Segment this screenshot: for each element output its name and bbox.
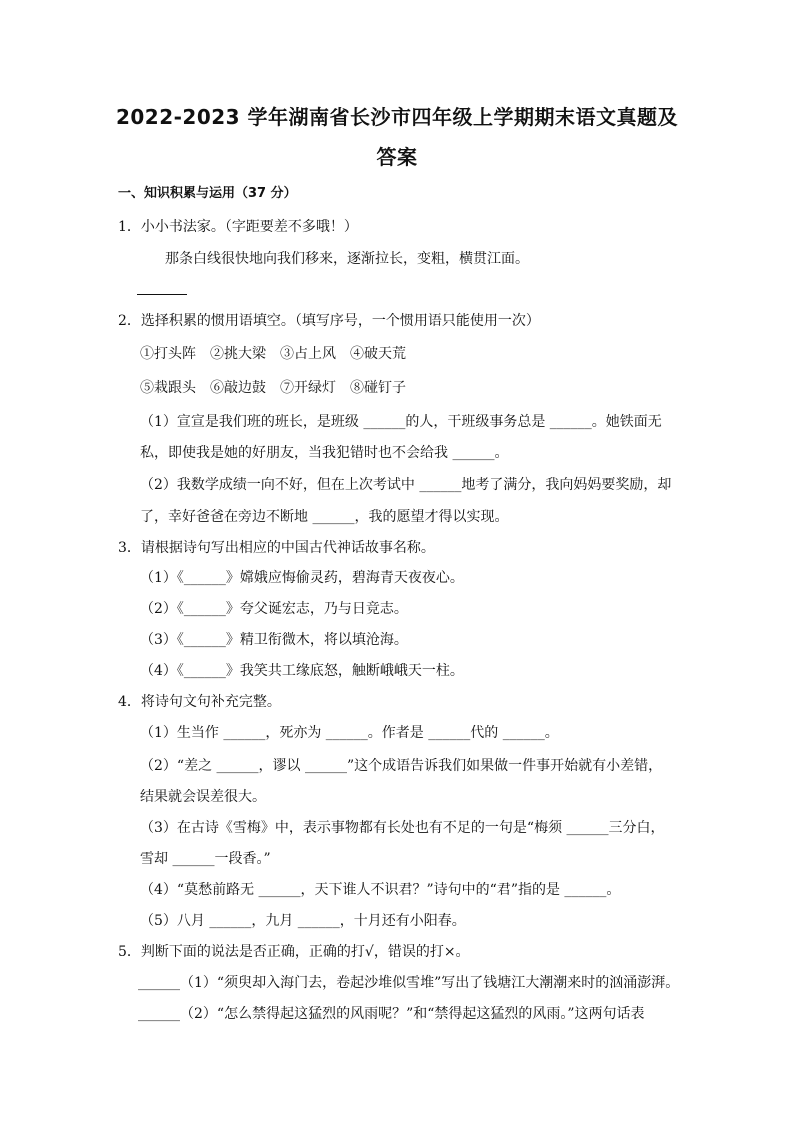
q5-prompt: 5．判断下面的说法是否正确，正确的打√，错误的打×。 (118, 944, 470, 960)
q2-options-row1: ①打头阵 ②挑大梁 ③占上风 ④破天荒 (140, 346, 406, 362)
q2-options-row2: ⑤栽跟头 ⑥敲边鼓 ⑦开绿灯 ⑧碰钉子 (140, 380, 406, 396)
q4-item5: （5）八月 ______，九月 ______，十月还有小阳春。 (140, 913, 466, 929)
q4-item3-line1: （3）在古诗《雪梅》中，表示事物都有长处也有不足的一句是“梅须 ______三分白， (140, 820, 665, 836)
q1-prompt: 1．小小书法家。（字距要差不多哦！） (118, 219, 358, 235)
q4-item1: （1）生当作 ______，死亦为 ______。作者是 ______代的 ______。 (140, 725, 559, 741)
q2-item1-line2: 私，即使我是她的好朋友，当我犯错时也不会给我 ______。 (140, 445, 509, 461)
q2-item2-line2: 了，幸好爸爸在旁边不断地 ______，我的愿望才得以实现。 (140, 509, 509, 525)
q2-item2-line1: （2）我数学成绩一向不好，但在上次考试中 ______地考了满分，我向妈妈要奖励，却 (140, 477, 672, 493)
q3-item: （4）《______》我笑共工缘底怒，触断峨峨天一柱。 (140, 663, 464, 679)
q4-prompt: 4．将诗句文句补充完整。 (118, 694, 281, 710)
document-title-line1: 2022-2023 学年湖南省长沙市四年级上学期期末语文真题及 (115, 105, 679, 129)
q4-item2-line2: 结果就会误差很大。 (140, 789, 266, 805)
q4-item3-line2: 雪却 ______一段香。” (140, 851, 271, 867)
q3-prompt: 3．请根据诗句写出相应的中国古代神话故事名称。 (118, 540, 435, 556)
q2-prompt: 2．选择积累的惯用语填空。（填写序号，一个惯用语只能使用一次） (118, 313, 540, 329)
q1-answer-blank (137, 294, 187, 295)
q4-item2-line1: （2）“差之 ______，谬以 ______”这个成语告诉我们如果做一件事开始就有小差错， (140, 758, 663, 774)
q1-text: 那条白线很快地向我们移来，逐渐拉长，变粗，横贯江面。 (165, 251, 529, 267)
section-heading-1: 一、知识积累与运用（37 分） (118, 186, 297, 201)
q2-item1-line1: （1）宣宣是我们班的班长，是班级 ______的人，干班级事务总是 ______。她铁面无 (140, 414, 662, 430)
q5-item2: ______（2）“怎么禁得起这猛烈的风雨呢？”和“禁得起这猛烈的风雨。”这两句话表 (138, 1006, 645, 1022)
q3-item: （2）《______》夸父诞宏志，乃与日竞志。 (140, 601, 408, 617)
q4-item4: （4）“莫愁前路无 ______，天下谁人不识君？”诗句中的“君”指的是 ______。 (140, 882, 621, 898)
q3-item: （3）《______》精卫衔微木，将以填沧海。 (140, 632, 408, 648)
document-title-line2: 答案 (376, 145, 418, 169)
q5-item1: ______（1）“须臾却入海门去，卷起沙堆似雪堆”写出了钱塘江大潮潮来时的汹涌澎湃。 (138, 975, 680, 991)
q3-item: （1）《______》嫦娥应悔偷灵药，碧海青天夜夜心。 (140, 570, 464, 586)
